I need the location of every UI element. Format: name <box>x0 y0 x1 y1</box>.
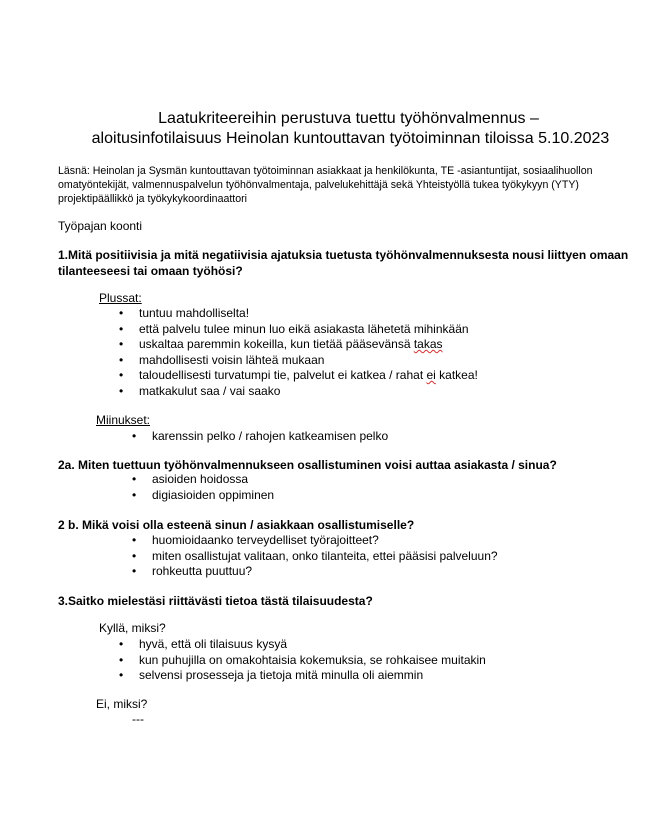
list-item: • huomioidaanko terveydelliset työrajoitteet? <box>132 533 498 549</box>
question-2b-list <box>132 533 498 580</box>
list-item: • miten osallistujat valitaan, onko tilanteita, ettei pääsisi palveluun? <box>132 549 498 565</box>
list-item: • selvensi prosesseja ja tietoja mitä minulla oli aiemmin <box>119 668 486 684</box>
question-1: 1.Mitä positiivisia ja mitä negatiivisia ajatuksia tuetusta työhönvalmennuksesta nousi liittyen omaan tilanteeseesi tai omaan työhösi? <box>58 248 629 278</box>
list-item: • tuntuu mahdolliselta! <box>119 306 478 322</box>
minus-heading: Miinukset: <box>96 413 151 427</box>
attendees-paragraph: Läsnä: Heinolan ja Sysmän kuntouttavan työtoiminnan asiakkaat ja henkilökunta, TE -asiantuntijat, sosiaalihuollon omatyöntekijät, valmennuspalvelun työhönvalmentaja, palvelukehittäjä sekä Yhteistyöllä tukea työkykyyn (YTY) projektipäällikkö ja työkykykoordinaattori <box>58 165 593 205</box>
list-item: • digiasioiden oppiminen <box>132 488 274 504</box>
yes-list <box>119 637 486 684</box>
document-title-line-1: Laatukriteereihin perustuva tuettu työhönvalmennus – <box>158 110 539 127</box>
list-item: • hyvä, että oli tilaisuus kysyä <box>119 637 486 653</box>
no-heading: Ei, miksi? <box>96 697 148 711</box>
question-3: 3.Saitko mielestäsi riittävästi tietoa tästä tilaisuudesta? <box>58 594 373 608</box>
list-item: • karenssin pelko / rahojen katkeamisen pelko <box>132 429 388 445</box>
list-item: • rohkeutta puuttuu? <box>132 564 498 580</box>
document-title-line-2: aloitusinfotilaisuus Heinolan kuntouttavan työtoiminnan tiloissa 5.10.2023 <box>91 130 610 147</box>
question-2a: 2a. Miten tuettuun työhönvalmennukseen osallistuminen voisi auttaa asiakasta / sinua? <box>58 458 557 472</box>
list-item: • taloudellisesti turvatumpi tie, palvelut ei katkea / rahat ei katkea! <box>119 368 478 384</box>
no-answer: --- <box>132 712 144 726</box>
yes-heading: Kyllä, miksi? <box>99 621 166 635</box>
list-item: • mahdollisesti voisin lähteä mukaan <box>119 353 478 369</box>
list-item: • kun puhujilla on omakohtaisia kokemuksia, se rohkaisee muitakin <box>119 653 486 669</box>
plus-heading: Plussat: <box>99 291 142 305</box>
workshop-heading: Työpajan koonti <box>58 219 143 233</box>
plus-list <box>119 306 478 399</box>
question-2a-list <box>132 472 274 503</box>
minus-list <box>132 429 388 445</box>
list-item: • uskaltaa paremmin kokeilla, kun tietää pääsevänsä takas <box>119 337 478 353</box>
question-2b: 2 b. Mikä voisi olla esteenä sinun / asiakkaan osallistumiselle? <box>58 518 415 532</box>
list-item: • asioiden hoidossa <box>132 472 274 488</box>
list-item: • että palvelu tulee minun luo eikä asiakasta lähetetä mihinkään <box>119 322 478 338</box>
list-item: • matkakulut saa / vai saako <box>119 384 478 400</box>
